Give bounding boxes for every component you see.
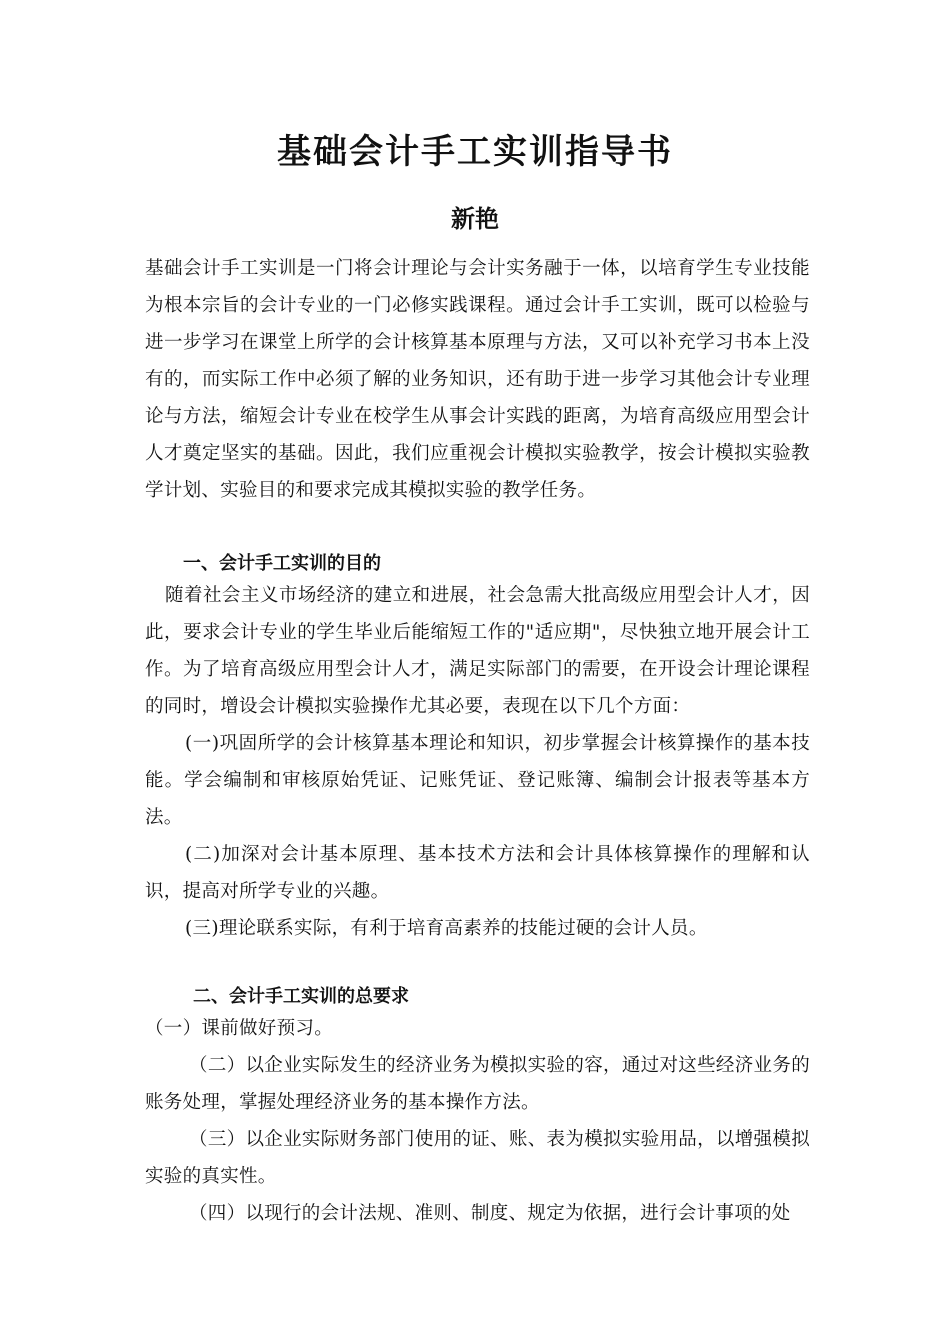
section2-item-2: （二）以企业实际发生的经济业务为模拟实验的容，通过对这些经济业务的账务处理，掌握处理经济业务的基本操作方法。 [145,1055,810,1113]
section1-item-1: (一)巩固所学的会计核算基本理论和知识，初步掌握会计核算操作的基本技能。学会编制和审核原始凭证、记账凭证、登记账簿、编制会计报表等基本方法。 [145,733,810,828]
section2-item-3: （三）以企业实际财务部门使用的证、账、表为模拟实验用品，以增强模拟实验的真实性。 [145,1129,810,1187]
document-title: 基础会计手工实训指导书 [277,132,673,172]
section1-paragraph: 随着社会主义市场经济的建立和进展，社会急需大批高级应用型会计人才，因此，要求会计专业的学生毕业后能缩短工作的"适应期"，尽快独立地开展会计工作。为了培育高级应用型会计人才，满足实际部门的需要，在开设会计理论课程的同时，增设会计模拟实验操作尤其必要，表现在以下几个方面： [145,585,810,717]
section2-item-1: （一）课前做好预习。 [145,1018,334,1039]
section2-heading: 二、会计手工实训的总要求 [193,986,409,1007]
document-author: 新艳 [451,205,499,233]
section1-heading: 一、会计手工实训的目的 [183,553,381,574]
section2-item-4: （四）以现行的会计法规、准则、制度、规定为依据，进行会计事项的处 [189,1203,791,1224]
intro-paragraph: 基础会计手工实训是一门将会计理论与会计实务融于一体，以培育学生专业技能为根本宗旨的会计专业的一门必修实践课程。通过会计手工实训，既可以检验与进一步学习在课堂上所学的会计核算基本原理与方法，又可以补充学习书本上没有的，而实际工作中必须了解的业务知识，还有助于进一步学习其他会计专业理论与方法，缩短会计专业在校学生从事会计实践的距离，为培育高级应用型会计人才奠定坚实的基础。因此，我们应重视会计模拟实验教学，按会计模拟实验教学计划、实验目的和要求完成其模拟实验的教学任务。 [145,258,810,501]
section1-item-2: (二)加深对会计基本原理、基本技术方法和会计具体核算操作的理解和认识，提高对所学专业的兴趣。 [145,844,810,902]
section1-item-3: (三)理论联系实际，有利于培育高素养的技能过硬的会计人员。 [185,918,708,939]
